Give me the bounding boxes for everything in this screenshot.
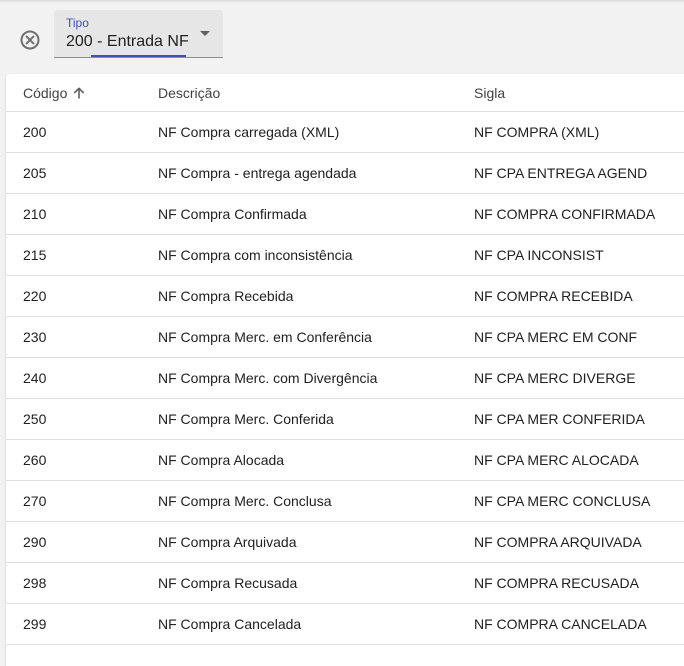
tipo-select-focus-underline — [91, 55, 186, 57]
row-code: 215 — [23, 247, 47, 263]
table-row[interactable] — [6, 317, 684, 358]
row-abbreviation: NF CPA MERC ALOCADA — [474, 452, 639, 468]
table-row[interactable] — [6, 153, 684, 194]
row-code: 230 — [23, 329, 47, 345]
table-row[interactable] — [6, 112, 684, 153]
row-code: 298 — [23, 575, 47, 591]
row-description: NF Compra Merc. Conclusa — [158, 493, 332, 509]
table-row[interactable] — [6, 194, 684, 235]
row-code: 210 — [23, 206, 47, 222]
table-row[interactable] — [6, 481, 684, 522]
row-code: 250 — [23, 411, 47, 427]
column-header-code[interactable] — [23, 74, 86, 111]
row-description: NF Compra Merc. Conferida — [158, 411, 334, 427]
row-abbreviation: NF COMPRA (XML) — [474, 124, 600, 140]
table-row[interactable] — [6, 563, 684, 604]
table-row[interactable] — [6, 399, 684, 440]
column-header-abbreviation[interactable] — [474, 74, 505, 111]
row-description: NF Compra com inconsistência — [158, 247, 353, 263]
row-code: 270 — [23, 493, 47, 509]
row-code: 290 — [23, 534, 47, 550]
table-row[interactable] — [6, 235, 684, 276]
table-row[interactable] — [6, 440, 684, 481]
row-description: NF Compra Confirmada — [158, 206, 307, 222]
row-code: 240 — [23, 370, 47, 386]
row-code: 205 — [23, 165, 47, 181]
row-abbreviation: NF COMPRA CONFIRMADA — [474, 206, 656, 222]
table-row[interactable] — [6, 358, 684, 399]
table-row[interactable] — [6, 604, 684, 645]
row-abbreviation: NF CPA INCONSIST — [474, 247, 604, 263]
arrow-up-icon — [72, 86, 86, 100]
row-abbreviation: NF CPA MER CONFERIDA — [474, 411, 645, 427]
triangle-down-icon — [200, 31, 210, 36]
row-abbreviation: NF CPA ENTREGA AGEND — [474, 165, 648, 181]
column-header-description[interactable] — [158, 74, 220, 111]
table-header-row — [6, 74, 684, 112]
row-code: 299 — [23, 616, 47, 632]
row-code: 200 — [23, 124, 47, 140]
status-table — [6, 74, 684, 666]
row-abbreviation: NF CPA MERC DIVERGE — [474, 370, 636, 386]
column-header-description-label: Descrição — [158, 84, 221, 101]
row-abbreviation: NF COMPRA ARQUIVADA — [474, 534, 642, 550]
row-description: NF Compra Arquivada — [158, 534, 297, 550]
close-circle-icon — [19, 29, 41, 56]
tipo-select-label: Tipo — [66, 16, 89, 30]
row-description: NF Compra Merc. com Divergência — [158, 370, 378, 386]
row-code: 220 — [23, 288, 47, 304]
row-description: NF Compra Cancelada — [158, 616, 302, 632]
row-description: NF Compra Recusada — [158, 575, 298, 591]
row-abbreviation: NF COMPRA CANCELADA — [474, 616, 647, 632]
row-abbreviation: NF CPA MERC CONCLUSA — [474, 493, 651, 509]
row-description: NF Compra Alocada — [158, 452, 285, 468]
column-header-code-label: Código — [23, 84, 68, 101]
row-abbreviation: NF COMPRA RECEBIDA — [474, 288, 633, 304]
table-row[interactable] — [6, 522, 684, 563]
row-abbreviation: NF COMPRA RECUSADA — [474, 575, 639, 591]
row-description: NF Compra Merc. em Conferência — [158, 329, 372, 345]
table-row[interactable] — [6, 276, 684, 317]
tipo-select-value: 200 - Entrada NF — [66, 33, 189, 50]
row-description: NF Compra carregada (XML) — [158, 124, 340, 140]
row-description: NF Compra Recebida — [158, 288, 294, 304]
row-description: NF Compra - entrega agendada — [158, 165, 357, 181]
row-abbreviation: NF CPA MERC EM CONF — [474, 329, 638, 345]
row-code: 260 — [23, 452, 47, 468]
clear-filter-button[interactable] — [17, 29, 43, 55]
toolbar-shadow — [0, 0, 684, 3]
tipo-select[interactable] — [54, 10, 223, 58]
column-header-abbreviation-label: Sigla — [474, 84, 506, 101]
